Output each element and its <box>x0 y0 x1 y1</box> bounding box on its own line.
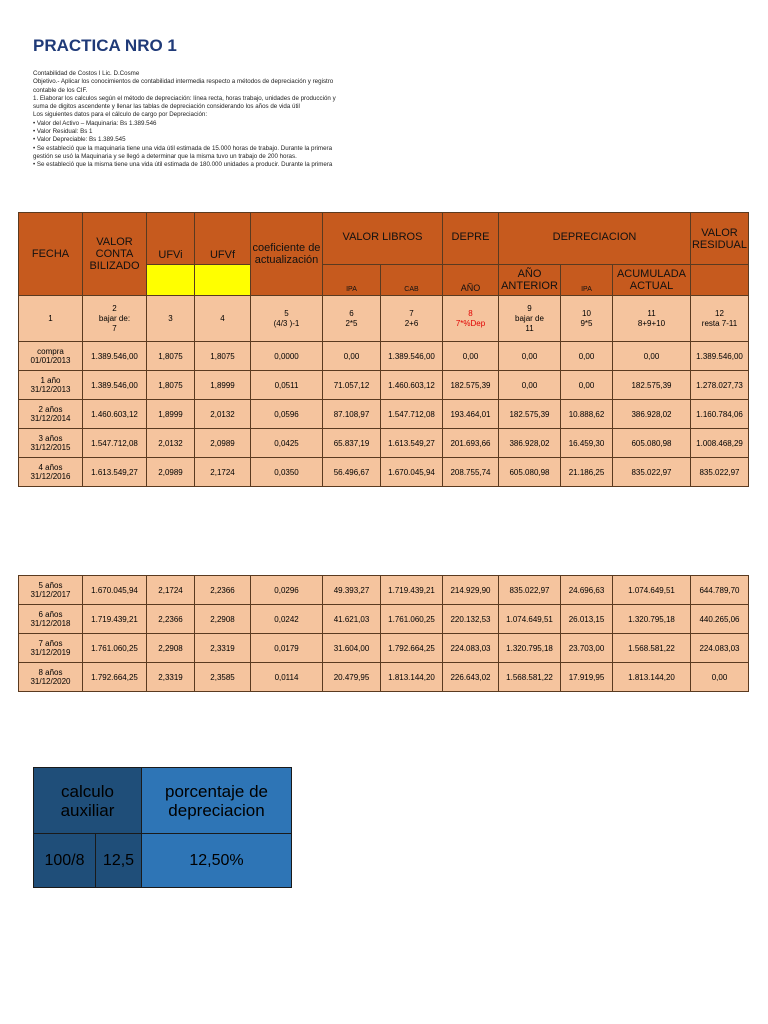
table-cell: 605.080,98 <box>613 429 691 458</box>
table-cell: 2,2366 <box>147 605 195 634</box>
col-number: 2 <box>112 303 117 313</box>
table-cell: 835.022,97 <box>691 458 749 487</box>
intro-line: contable de los CIF. <box>33 86 88 94</box>
formula-cell <box>613 296 691 342</box>
header-valor-residual: VALOR RESIDUAL <box>691 213 749 265</box>
col-number: 5 <box>284 308 289 318</box>
table-cell: 0,0114 <box>251 663 323 692</box>
period-label: compra <box>37 347 64 356</box>
period-date: 31/12/2017 <box>30 590 71 599</box>
formula-cell <box>19 296 83 342</box>
table-cell: 1.320.795,18 <box>613 605 691 634</box>
table-cell: 2,3319 <box>147 663 195 692</box>
formula-cell <box>83 296 147 342</box>
period-label: 4 años <box>38 463 63 472</box>
table-cell: 2,1724 <box>147 576 195 605</box>
fecha-cell <box>19 342 83 371</box>
col-number: 11 <box>647 308 656 318</box>
table-cell: 0,0596 <box>251 400 323 429</box>
aux-result: 12,5 <box>96 834 142 888</box>
table-cell: 10.888,62 <box>561 400 613 429</box>
period-label: 8 años <box>38 668 63 677</box>
table-cell: 1.320.795,18 <box>499 634 561 663</box>
col-number: 10 <box>582 308 591 318</box>
fecha-cell <box>19 576 83 605</box>
intro-line: • Se estableció que la misma tiene una vida útil estimada de 180.000 unidades a producir. Durante la primera <box>33 161 333 169</box>
header-valor-contabilizado: VALOR CONTA BILIZADO <box>83 213 147 296</box>
period-label: 6 años <box>38 610 63 619</box>
table-cell: 1,8075 <box>147 371 195 400</box>
col-number: 4 <box>220 313 225 323</box>
table-row <box>19 634 749 663</box>
table-cell: 386.928,02 <box>499 429 561 458</box>
table-cell: 26.013,15 <box>561 605 613 634</box>
fecha-cell <box>19 458 83 487</box>
table-row <box>19 400 749 429</box>
fecha-cell <box>19 371 83 400</box>
formula-cell <box>381 296 443 342</box>
table-cell: 56.496,67 <box>323 458 381 487</box>
table-cell: 1,8075 <box>147 342 195 371</box>
period-date: 31/12/2019 <box>30 648 71 657</box>
period-date: 31/12/2020 <box>30 677 71 686</box>
table-cell: 1.074.649,51 <box>499 605 561 634</box>
table-cell: 2,3319 <box>195 634 251 663</box>
table-cell: 1.813.144,20 <box>381 663 443 692</box>
table-cell: 2,0989 <box>147 458 195 487</box>
col-formula: 2*5 <box>345 318 358 328</box>
ufvi-highlight <box>147 265 195 296</box>
table-cell: 208.755,74 <box>443 458 499 487</box>
header-valor-libros: VALOR LIBROS <box>323 213 443 265</box>
table-row <box>19 663 749 692</box>
table-cell: 1.074.649,51 <box>613 576 691 605</box>
period-date: 01/01/2013 <box>30 356 71 365</box>
table-cell: 440.265,06 <box>691 605 749 634</box>
header-depre: DEPRE <box>443 213 499 265</box>
col-number: 9 <box>527 303 532 313</box>
depreciation-table <box>18 212 749 487</box>
header-anio: AÑO <box>443 265 499 296</box>
table-cell: 1.719.439,21 <box>381 576 443 605</box>
table-cell: 1.460.603,12 <box>381 371 443 400</box>
table-cell: 2,0132 <box>147 429 195 458</box>
header-depreciacion: DEPRECIACION <box>499 213 691 265</box>
table-cell: 41.621,03 <box>323 605 381 634</box>
table-cell: 87.108,97 <box>323 400 381 429</box>
intro-line: • Valor Residual: Bs 1 <box>33 128 93 136</box>
table-cell: 226.643,02 <box>443 663 499 692</box>
table-cell: 16.459,30 <box>561 429 613 458</box>
table-row <box>19 342 749 371</box>
table-cell: 182.575,39 <box>443 371 499 400</box>
intro-line: • Se estableció que la maquinaria tiene una vida útil estimada de 15.000 horas de trabajo. Durante la primera <box>33 144 333 152</box>
col-formula: 11 <box>525 323 534 333</box>
table-cell: 21.186,25 <box>561 458 613 487</box>
table-cell: 24.696,63 <box>561 576 613 605</box>
table-cell: 0,0511 <box>251 371 323 400</box>
table-cell: 605.080,98 <box>499 458 561 487</box>
table-cell: 0,0242 <box>251 605 323 634</box>
table-row <box>19 576 749 605</box>
col-number: 3 <box>168 313 173 323</box>
table-cell: 1.160.784,06 <box>691 400 749 429</box>
col-formula: 8+9+10 <box>637 318 666 328</box>
table-cell: 1.568.581,22 <box>499 663 561 692</box>
table-cell: 1.761.060,25 <box>381 605 443 634</box>
intro-line: Contabilidad de Costos I Lic. D.Cosme <box>33 70 140 77</box>
table-cell: 0,0296 <box>251 576 323 605</box>
header-ufvi: UFVi <box>147 213 195 265</box>
table-cell: 2,0132 <box>195 400 251 429</box>
page-title: PRACTICA NRO 1 <box>33 36 177 55</box>
table-cell: 1,8999 <box>195 371 251 400</box>
intro-line: • Valor Depreciable: Bs 1.389.545 <box>33 136 126 144</box>
period-date: 31/12/2015 <box>30 443 71 452</box>
table-cell: 0,0179 <box>251 634 323 663</box>
table-cell: 2,1724 <box>195 458 251 487</box>
table-cell: 2,2908 <box>147 634 195 663</box>
col-formula: 2+6 <box>404 318 419 328</box>
table-cell: 214.929,90 <box>443 576 499 605</box>
table-cell: 2,2366 <box>195 576 251 605</box>
table-cell: 17.919,95 <box>561 663 613 692</box>
table-row <box>19 458 749 487</box>
formula-cell <box>147 296 195 342</box>
intro-text <box>33 70 413 170</box>
table-cell: 1,8999 <box>147 400 195 429</box>
formula-cell <box>691 296 749 342</box>
period-label: 1 año <box>40 376 61 385</box>
table-row <box>19 605 749 634</box>
table-cell: 0,0350 <box>251 458 323 487</box>
period-date: 31/12/2013 <box>30 385 71 394</box>
col-number: 7 <box>409 308 414 318</box>
table-cell: 2,0989 <box>195 429 251 458</box>
table-cell: 65.837,19 <box>323 429 381 458</box>
table-cell: 386.928,02 <box>613 400 691 429</box>
table-cell: 1.613.549,27 <box>381 429 443 458</box>
formula-cell <box>323 296 381 342</box>
table-cell: 1.278.027,73 <box>691 371 749 400</box>
aux-percentage: 12,50% <box>142 834 292 888</box>
fecha-cell <box>19 400 83 429</box>
period-label: 2 años <box>38 405 63 414</box>
table-cell: 0,00 <box>499 371 561 400</box>
table-cell: 49.393,27 <box>323 576 381 605</box>
col-number: 6 <box>349 308 354 318</box>
formula-cell <box>443 296 499 342</box>
table-cell: 220.132,53 <box>443 605 499 634</box>
formula-cell <box>561 296 613 342</box>
table-cell: 1.613.549,27 <box>83 458 147 487</box>
aux-formula: 100/8 <box>34 834 96 888</box>
header-coeficiente: coeficiente de actualización <box>251 213 323 296</box>
table-cell: 1.008.468,29 <box>691 429 749 458</box>
table-cell: 1.547.712,08 <box>381 400 443 429</box>
header-fecha: FECHA <box>19 213 83 296</box>
table-cell: 1.813.144,20 <box>613 663 691 692</box>
intro-line: Objetivo.- Aplicar los conocimientos de contabilidad intermedia respecto a métodos de depreciación y registro <box>33 78 334 86</box>
table-cell: 1.389.546,00 <box>83 371 147 400</box>
table-cell: 0,00 <box>499 342 561 371</box>
table-cell: 71.057,12 <box>323 371 381 400</box>
header-anio-anterior: AÑO ANTERIOR <box>499 265 561 296</box>
ufvf-highlight <box>195 265 251 296</box>
table-cell: 1.568.581,22 <box>613 634 691 663</box>
col-formula: bajar de: <box>98 313 131 323</box>
table-cell: 0,00 <box>561 342 613 371</box>
table-cell: 224.083,03 <box>443 634 499 663</box>
table-cell: 835.022,97 <box>613 458 691 487</box>
fecha-cell <box>19 605 83 634</box>
fecha-cell <box>19 663 83 692</box>
period-label: 3 años <box>38 434 63 443</box>
col-number: 1 <box>48 313 53 323</box>
header-valor-residual-blank <box>691 265 749 296</box>
table-cell: 0,00 <box>691 663 749 692</box>
auxiliary-calculation <box>33 767 292 888</box>
table-cell: 0,00 <box>323 342 381 371</box>
table-cell: 835.022,97 <box>499 576 561 605</box>
table-cell: 193.464,01 <box>443 400 499 429</box>
period-date: 31/12/2014 <box>30 414 71 423</box>
intro-line: 1. Elaborar los calculos según el método de depreciación: línea recta, horas trabajo, unidades de producción y <box>33 94 336 102</box>
calculo-auxiliar-label: calculo auxiliar <box>34 768 142 834</box>
header-ipa: IPA <box>323 265 381 296</box>
intro-line: suma de digitos ascendente y llenar las tablas de depreciación considerando los años de vida útil <box>33 103 300 111</box>
period-date: 31/12/2018 <box>30 619 71 628</box>
table-cell: 644.789,70 <box>691 576 749 605</box>
col-formula: 7*%Dep <box>455 318 486 328</box>
porcentaje-label: porcentaje de depreciacion <box>142 768 292 834</box>
table-cell: 1,8075 <box>195 342 251 371</box>
table-cell: 20.479,95 <box>323 663 381 692</box>
table-cell: 1.792.664,25 <box>83 663 147 692</box>
col-formula: 7 <box>112 323 117 333</box>
intro-line: gestión se usó la Maquinaria y se llegó a determinar que la misma tuvo un trabajo de 200 horas. <box>33 152 297 160</box>
header-ufvf: UFVf <box>195 213 251 265</box>
fecha-cell <box>19 429 83 458</box>
table-cell: 1.389.546,00 <box>83 342 147 371</box>
formula-cell <box>499 296 561 342</box>
table-cell: 1.719.439,21 <box>83 605 147 634</box>
period-date: 31/12/2016 <box>30 472 71 481</box>
table-cell: 1.389.546,00 <box>691 342 749 371</box>
table-cell: 0,0425 <box>251 429 323 458</box>
col-formula: resta 7-11 <box>701 318 738 328</box>
formula-row <box>19 296 749 342</box>
col-number: 12 <box>715 308 724 318</box>
table-cell: 1.547.712,08 <box>83 429 147 458</box>
table-cell: 182.575,39 <box>499 400 561 429</box>
table-cell: 1.670.045,94 <box>83 576 147 605</box>
table-cell: 1.792.664,25 <box>381 634 443 663</box>
table-cell: 224.083,03 <box>691 634 749 663</box>
table-cell: 23.703,00 <box>561 634 613 663</box>
table-cell: 1.389.546,00 <box>381 342 443 371</box>
table-cell: 0,00 <box>613 342 691 371</box>
depreciation-table-continued <box>18 575 749 692</box>
col-number: 8 <box>468 308 473 318</box>
col-formula: (4/3 )-1 <box>273 318 300 328</box>
fecha-cell <box>19 634 83 663</box>
formula-cell <box>195 296 251 342</box>
col-formula: bajar de <box>515 313 544 323</box>
header-cab: CAB <box>381 265 443 296</box>
intro-line: Los siguientes datos para el cálculo de cargo por Depreciación: <box>33 111 208 119</box>
table-cell: 0,00 <box>443 342 499 371</box>
table-cell: 201.693,66 <box>443 429 499 458</box>
table-cell: 182.575,39 <box>613 371 691 400</box>
table-cell: 0,00 <box>561 371 613 400</box>
table-cell: 0,0000 <box>251 342 323 371</box>
header-ipa-2: IPA <box>561 265 613 296</box>
table-row <box>19 371 749 400</box>
table-cell: 1.670.045,94 <box>381 458 443 487</box>
table-cell: 2,3585 <box>195 663 251 692</box>
table-cell: 1.460.603,12 <box>83 400 147 429</box>
table-row <box>19 429 749 458</box>
col-formula: 9*5 <box>580 318 593 328</box>
table-cell: 31.604,00 <box>323 634 381 663</box>
table-cell: 1.761.060,25 <box>83 634 147 663</box>
table-cell: 2,2908 <box>195 605 251 634</box>
period-label: 7 años <box>38 639 63 648</box>
formula-cell <box>251 296 323 342</box>
intro-line: • Valor del Activo – Maquinaria: Bs 1.389.546 <box>33 119 157 127</box>
header-acumulada-actual: ACUMULADA ACTUAL <box>613 265 691 296</box>
period-label: 5 años <box>38 581 63 590</box>
